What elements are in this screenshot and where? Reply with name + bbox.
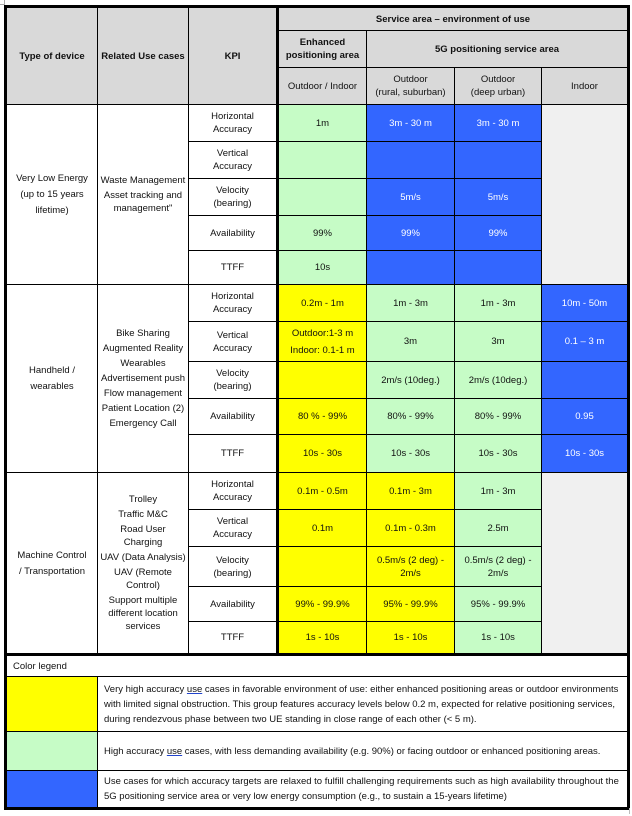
- value-text: 10s - 30s: [302, 448, 343, 459]
- value-cell: [542, 322, 629, 362]
- legend-text: cases, with less demanding availability (e.g. 90%) or facing outdoor or enhanced positioning areas.: [182, 745, 601, 757]
- value-text: 99%: [488, 227, 508, 239]
- kpi-label: Availability: [210, 411, 255, 422]
- table-row: [6, 285, 629, 322]
- kpi-cell: [189, 105, 278, 142]
- value-cell: [455, 322, 542, 362]
- kpi-cell: [189, 285, 278, 322]
- use-cases-cell: [98, 473, 189, 655]
- value-cell: [455, 285, 542, 322]
- legend-text-underlined: use: [186, 683, 203, 695]
- use-case-item: Bike Sharing: [116, 328, 170, 339]
- legend-text: cases in favorable environment of use: either enhanced positioning areas or outdoor environments with limited signal obstruction. This group features accuracy levels below 0.2 m, expected for relative positioning services, during rendezvous phase between two UE standing in close range of each other (< 5 m).: [104, 683, 619, 725]
- header-kpi: KPI: [189, 7, 278, 105]
- kpi-label: Velocity: [216, 368, 249, 379]
- value-cell: [278, 622, 367, 655]
- value-cell: [278, 251, 367, 285]
- kpi-cell: [189, 142, 278, 179]
- header-column-0: [278, 68, 367, 105]
- kpi-label: TTFF: [220, 632, 245, 643]
- kpi-label: (bearing): [213, 567, 252, 579]
- value-text: Outdoor:1-3 m: [291, 327, 354, 339]
- kpi-label: (bearing): [213, 198, 252, 209]
- use-case-item: UAV (Data Analysis): [100, 552, 186, 563]
- kpi-label: Accuracy: [212, 304, 253, 315]
- header-column-3: [542, 68, 629, 105]
- kpi-label: Vertical: [216, 148, 249, 159]
- use-case-item: Flow management: [103, 388, 183, 399]
- use-case-item: Advertisement push: [101, 373, 185, 384]
- kpi-label: Accuracy: [212, 492, 253, 503]
- device-type-cell: [6, 105, 98, 285]
- value-cell: [278, 435, 367, 473]
- legend-description: [98, 677, 629, 732]
- value-cell: [278, 473, 367, 510]
- value-text: 0.1m - 0.5m: [297, 485, 348, 497]
- header-column-line1: Outdoor: [393, 74, 428, 85]
- value-cell: [367, 473, 455, 510]
- kpi-label: (bearing): [213, 381, 252, 392]
- use-case-item: Waste Management: [100, 175, 186, 186]
- header-column-line1: Outdoor: [480, 74, 516, 85]
- value-text: 10s - 30s: [390, 448, 431, 459]
- value-text-line2: 2m/s: [400, 567, 421, 579]
- value-text: 3m - 30 m: [476, 117, 520, 129]
- value-cell: [367, 362, 455, 399]
- value-cell: [278, 105, 367, 142]
- header-5g-positioning-service-area: 5G positioning service area: [367, 31, 629, 68]
- value-text: 0.1m: [311, 522, 334, 534]
- kpi-cell: [189, 473, 278, 510]
- value-cell: [367, 587, 455, 622]
- value-cell: [367, 399, 455, 435]
- value-cell: [367, 285, 455, 322]
- value-cell: [367, 105, 455, 142]
- header-column-line1: Indoor: [571, 80, 598, 92]
- value-text: 0.1 – 3 m: [564, 336, 605, 347]
- header-column-line1: Outdoor / Indoor: [287, 80, 358, 92]
- value-cell: [542, 285, 629, 322]
- legend-text: Use cases for which accuracy targets are relaxed to fulfill challenging requirements such as high availability throughout the 5G positioning service area or very low energy consumption (e.g., to sustain a 15-years lifetime): [104, 776, 619, 802]
- value-text: 3m - 30 m: [389, 117, 432, 129]
- value-cell: [455, 142, 542, 179]
- kpi-label: Velocity: [216, 554, 249, 566]
- value-text: 0.5m/s (2 deg) -: [464, 554, 532, 566]
- value-text: 10s: [314, 262, 331, 273]
- use-cases-cell: [98, 105, 189, 285]
- kpi-cell: [189, 587, 278, 622]
- value-cell: [278, 547, 367, 587]
- value-text: 1m - 3m: [393, 297, 428, 309]
- kpi-cell: [189, 179, 278, 216]
- value-text: 80% - 99%: [387, 411, 434, 422]
- kpi-label: Horizontal: [211, 479, 254, 490]
- device-type-line: (up to 15 years: [20, 189, 84, 200]
- value-text: 2.5m: [487, 522, 509, 534]
- value-cell: [367, 251, 455, 285]
- value-text: 0.95: [575, 411, 594, 422]
- header-column-line2: (rural, suburban): [375, 87, 446, 98]
- value-text: 5m/s: [400, 191, 421, 203]
- value-text: 1m - 3m: [480, 297, 516, 309]
- value-text: 80% - 99%: [474, 411, 522, 422]
- value-cell: [455, 105, 542, 142]
- use-case-item: Trolley: [128, 494, 158, 505]
- value-cell: [455, 547, 542, 587]
- value-cell: [278, 399, 367, 435]
- header-service-area: Service area – environment of use: [278, 7, 629, 31]
- value-cell: [455, 216, 542, 251]
- header-column-2: [455, 68, 542, 105]
- value-cell: [278, 142, 367, 179]
- value-text-line2: Indoor: 0.1-1 m: [290, 344, 355, 356]
- value-text: 95% - 99.9%: [383, 598, 438, 610]
- value-cell: [367, 622, 455, 655]
- use-case-item: Wearables: [120, 358, 166, 369]
- value-cell: [542, 435, 629, 473]
- header-type-of-device: Type of device: [6, 7, 98, 105]
- value-text: 1m: [315, 117, 330, 129]
- value-text: 5m/s: [487, 191, 509, 203]
- kpi-label: Availability: [210, 598, 255, 610]
- value-cell: [278, 510, 367, 547]
- kpi-label: Horizontal: [211, 111, 254, 122]
- value-text: 3m: [491, 336, 505, 347]
- indoor-empty-cell: [542, 473, 629, 655]
- value-text: 99% - 99.9%: [295, 598, 350, 610]
- value-cell: [455, 179, 542, 216]
- table-row: [6, 473, 629, 510]
- value-cell: [455, 473, 542, 510]
- value-text: 1s - 10s: [305, 632, 340, 643]
- kpi-cell: [189, 547, 278, 587]
- legend-text-underlined: use: [166, 745, 183, 757]
- use-case-item: Support multiple different location services: [108, 595, 178, 632]
- legend-row: [6, 732, 629, 771]
- value-cell: [278, 285, 367, 322]
- value-cell: [455, 251, 542, 285]
- value-text: 2m/s (10deg.): [381, 374, 440, 386]
- kpi-label: Horizontal: [211, 291, 254, 302]
- device-type-line: lifetime): [35, 205, 69, 216]
- value-cell: [367, 142, 455, 179]
- page-corner-mark: [629, 808, 630, 814]
- value-text: 0.1m - 0.3m: [385, 522, 436, 534]
- kpi-cell: [189, 216, 278, 251]
- kpi-cell: [189, 510, 278, 547]
- legend-text: Very high accuracy: [104, 683, 187, 695]
- value-text: 3m: [403, 336, 418, 347]
- value-text-line2: 2m/s: [487, 567, 509, 579]
- kpi-cell: [189, 622, 278, 655]
- value-cell: [455, 622, 542, 655]
- kpi-label: Vertical: [216, 329, 249, 341]
- value-cell: [367, 179, 455, 216]
- value-text: 1m - 3m: [480, 485, 516, 497]
- value-cell: [367, 435, 455, 473]
- device-type-line: / Transportation: [18, 565, 85, 577]
- kpi-label: TTFF: [220, 448, 245, 459]
- legend-row: [6, 771, 629, 809]
- header-column-line2: (deep urban): [470, 87, 526, 98]
- header-column-1: [367, 68, 455, 105]
- positioning-requirements-table: [4, 5, 630, 810]
- indoor-empty-cell: [542, 105, 629, 285]
- kpi-label: Accuracy: [212, 342, 253, 354]
- value-text: 10s - 30s: [478, 448, 518, 459]
- value-cell: [455, 362, 542, 399]
- kpi-label: Accuracy: [212, 161, 253, 172]
- device-type-cell: [6, 285, 98, 473]
- value-text: 1s - 10s: [393, 632, 428, 643]
- value-text: 99%: [400, 227, 420, 239]
- value-text: 1s - 10s: [481, 632, 515, 643]
- kpi-cell: [189, 435, 278, 473]
- value-cell: [278, 322, 367, 362]
- color-legend-title: Color legend: [6, 655, 629, 677]
- value-cell: [367, 322, 455, 362]
- legend-row: [6, 677, 629, 732]
- legend-description: [98, 732, 629, 771]
- value-text: 0.1m - 3m: [389, 485, 432, 497]
- device-type-line: wearables: [30, 381, 74, 392]
- kpi-label: Availability: [210, 227, 255, 239]
- device-type-line: Very Low Energy: [16, 173, 88, 184]
- value-text: 10s - 30s: [564, 448, 605, 459]
- legend-text: High accuracy: [104, 745, 167, 757]
- kpi-cell: [189, 251, 278, 285]
- value-cell: [367, 547, 455, 587]
- value-text: 0.5m/s (2 deg) -: [376, 554, 445, 566]
- device-type-line: Machine Control: [17, 549, 87, 561]
- value-cell: [367, 510, 455, 547]
- table-row: [6, 105, 629, 142]
- value-cell: [278, 179, 367, 216]
- use-case-item: Traffic M&C: [118, 509, 168, 520]
- legend-swatch-green: [6, 732, 98, 771]
- use-case-item: Emergency Call: [109, 418, 177, 429]
- value-cell: [278, 362, 367, 399]
- use-case-item: Augmented Reality: [102, 343, 184, 354]
- kpi-label: TTFF: [220, 262, 245, 273]
- use-case-item: UAV (Remote Control): [114, 567, 172, 591]
- device-type-line: Handheld /: [29, 365, 75, 376]
- use-case-item: Patient Location (2): [101, 403, 185, 414]
- value-cell: [367, 216, 455, 251]
- header-related-use-cases: Related Use cases: [98, 7, 189, 105]
- kpi-label: Accuracy: [212, 529, 253, 540]
- value-cell: [455, 399, 542, 435]
- value-text: 10m - 50m: [561, 297, 608, 309]
- value-text: 80 % - 99%: [297, 411, 348, 422]
- value-cell: [278, 587, 367, 622]
- header-enhanced-positioning-area: Enhanced positioning area: [278, 31, 367, 68]
- value-cell: [455, 510, 542, 547]
- kpi-cell: [189, 362, 278, 399]
- value-cell: [542, 399, 629, 435]
- use-case-item: Asset tracking and management": [103, 190, 183, 214]
- value-cell: [455, 587, 542, 622]
- legend-swatch-blue: [6, 771, 98, 809]
- legend-description: [98, 771, 629, 809]
- value-text: 95% - 99.9%: [470, 598, 526, 610]
- legend-swatch-yellow: [6, 677, 98, 732]
- value-cell: [455, 435, 542, 473]
- value-cell: [542, 362, 629, 399]
- device-type-cell: [6, 473, 98, 655]
- kpi-label: Accuracy: [212, 124, 253, 135]
- value-text: 99%: [312, 227, 332, 239]
- kpi-label: Vertical: [216, 516, 249, 527]
- value-text: 0.2m - 1m: [301, 297, 344, 309]
- kpi-cell: [189, 399, 278, 435]
- value-text: 2m/s (10deg.): [468, 374, 528, 386]
- kpi-cell: [189, 322, 278, 362]
- use-case-item: Road User Charging: [120, 524, 166, 548]
- value-cell: [278, 216, 367, 251]
- kpi-label: Velocity: [216, 185, 249, 196]
- use-cases-cell: [98, 285, 189, 473]
